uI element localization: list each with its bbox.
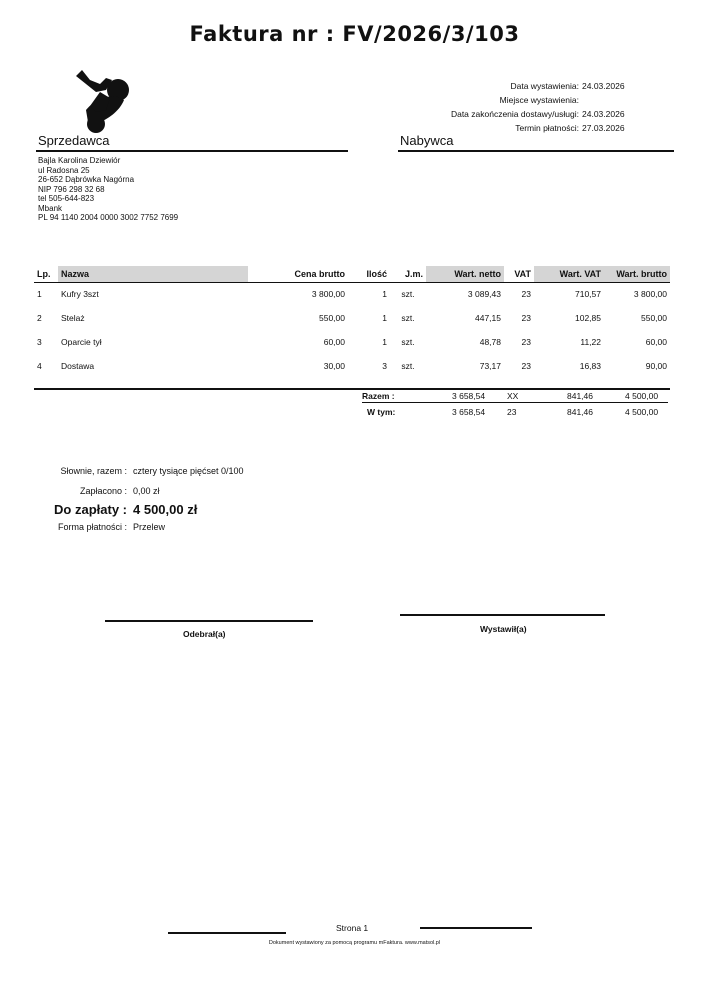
motorcycle-rider-icon xyxy=(66,66,138,136)
invoice-meta xyxy=(380,79,640,135)
issued-signature-line xyxy=(400,614,605,616)
totals-razem-gross: 4 500,00 xyxy=(625,391,659,401)
meta-issue-date xyxy=(380,79,640,93)
cell-qty: 1 xyxy=(382,313,387,323)
cell-gross-price: 3 800,00 xyxy=(311,289,345,300)
seller-street: ul Radosna 25 xyxy=(38,165,90,175)
summary-method-row xyxy=(40,522,440,538)
payment-summary xyxy=(40,466,440,538)
cell-gross-value: 550,00 xyxy=(641,313,667,323)
totals-wtym-net: 3 658,54 xyxy=(452,407,486,417)
seller-name: Bajla Karolina Dziewiór xyxy=(38,156,121,165)
cell-vat: 23 xyxy=(521,361,531,371)
cell-lp: 1 xyxy=(37,289,42,300)
meta-value xyxy=(582,93,640,107)
cell-lp: 3 xyxy=(37,337,42,347)
table-row xyxy=(34,282,670,306)
seller-info xyxy=(38,156,178,223)
summary-paid-row xyxy=(40,486,440,502)
table-header-row xyxy=(34,266,670,282)
col-vat-value: Wart. VAT xyxy=(534,266,604,282)
summary-due-row xyxy=(40,502,440,522)
cell-name: Oparcie tył xyxy=(61,337,102,347)
cell-qty: 1 xyxy=(382,289,387,300)
seller-divider xyxy=(36,150,348,152)
cell-net-value: 447,15 xyxy=(475,313,501,323)
summary-due-value: 4 500,00 zł xyxy=(133,502,198,517)
cell-vat: 23 xyxy=(521,289,531,300)
cell-name: Stelaż xyxy=(61,313,85,323)
cell-net-value: 48,78 xyxy=(479,337,501,347)
summary-words-row xyxy=(40,466,440,486)
cell-vat-value: 16,83 xyxy=(579,361,601,371)
buyer-divider xyxy=(398,150,674,152)
footer-note: Dokument wystawiony za pomocą programu mFaktura. www.matsol.pl xyxy=(268,940,441,946)
meta-label: Data wystawienia: xyxy=(510,81,579,91)
cell-qty: 3 xyxy=(382,361,387,371)
table-row xyxy=(34,330,670,354)
cell-gross-price: 60,00 xyxy=(323,337,345,347)
totals-razem-label: Razem : xyxy=(362,391,395,401)
col-gross-value: Wart. brutto xyxy=(604,266,670,282)
meta-issue-place xyxy=(380,93,640,107)
cell-name: Dostawa xyxy=(61,361,95,371)
issued-signature-label: Wystawił(a) xyxy=(480,624,527,634)
meta-delivery-date xyxy=(380,107,640,121)
meta-label: Termin płatności: xyxy=(515,123,579,133)
col-net-value: Wart. netto xyxy=(426,266,504,282)
totals-razem-net: 3 658,54 xyxy=(452,391,486,401)
seller-heading: Sprzedawca xyxy=(38,133,110,148)
summary-method-value: Przelew xyxy=(133,522,166,532)
totals-wtym-vat: 23 xyxy=(507,407,517,417)
cell-vat-value: 11,22 xyxy=(580,337,601,347)
totals-divider xyxy=(362,402,668,403)
cell-vat-value: 710,57 xyxy=(575,289,601,300)
invoice-title: Faktura nr : FV/2026/3/103 xyxy=(189,22,520,46)
seller-account: PL 94 1140 2004 0000 3002 7752 7699 xyxy=(38,213,179,222)
meta-value: 24.03.2026 xyxy=(582,109,625,119)
buyer-heading: Nabywca xyxy=(400,133,454,148)
cell-vat-value: 102,85 xyxy=(575,313,601,323)
cell-unit: szt. xyxy=(401,361,415,371)
cell-unit: szt. xyxy=(401,313,415,323)
cell-gross-value: 3 800,00 xyxy=(633,289,667,300)
totals-razem-vat: XX xyxy=(507,391,519,401)
footer-line-right xyxy=(420,927,532,929)
table-row xyxy=(34,354,670,378)
cell-net-value: 3 089,43 xyxy=(467,289,501,300)
col-gross-price: Cena brutto xyxy=(248,266,348,282)
cell-lp: 2 xyxy=(37,313,42,323)
cell-qty: 1 xyxy=(382,337,387,347)
seller-nip: NIP 796 298 32 68 xyxy=(38,184,105,194)
summary-method-label: Forma płatności : xyxy=(57,522,127,532)
table-bottom-line xyxy=(34,388,670,390)
summary-words-value: cztery tysiące pięćset 0/100 xyxy=(133,466,244,476)
seller-city: 26-652 Dąbrówka Nagórna xyxy=(38,175,135,184)
cell-gross-value: 60,00 xyxy=(645,337,667,347)
cell-gross-value: 90,00 xyxy=(645,361,667,371)
col-qty: Ilość xyxy=(348,266,390,282)
meta-label: Data zakończenia dostawy/usługi: xyxy=(450,109,579,119)
cell-unit: szt. xyxy=(401,337,415,347)
cell-name: Kufry 3szt xyxy=(61,289,99,300)
summary-words-label: Słownie, razem : xyxy=(60,466,127,476)
table-row xyxy=(34,306,670,330)
summary-paid-value: 0,00 zł xyxy=(133,486,160,496)
col-vat: VAT xyxy=(504,266,534,282)
seller-phone: tel 505-644-823 xyxy=(38,194,95,203)
received-signature-label: Odebrał(a) xyxy=(183,629,226,639)
totals-wtym-label: W tym: xyxy=(367,407,396,417)
col-unit: J.m. xyxy=(390,266,426,282)
footer-line-left xyxy=(168,932,286,934)
summary-paid-label: Zapłacono : xyxy=(79,486,127,496)
page-number: Strona 1 xyxy=(336,923,369,933)
meta-label: Miejsce wystawienia: xyxy=(499,95,579,105)
cell-unit: szt. xyxy=(401,289,415,300)
totals-wtym-row xyxy=(362,407,668,421)
totals-wtym-gross: 4 500,00 xyxy=(625,407,659,417)
col-name: Nazwa xyxy=(58,266,248,282)
cell-gross-price: 30,00 xyxy=(323,361,345,371)
totals-wtym-vat-value: 841,46 xyxy=(567,407,593,417)
meta-value: 24.03.2026 xyxy=(582,81,625,91)
col-lp: Lp. xyxy=(34,266,58,282)
meta-value: 27.03.2026 xyxy=(582,123,625,133)
cell-net-value: 73,17 xyxy=(479,361,501,371)
received-signature-line xyxy=(105,620,313,622)
items-table xyxy=(34,266,670,378)
cell-vat: 23 xyxy=(521,337,531,347)
seller-bank: Mbank xyxy=(38,203,63,213)
cell-vat: 23 xyxy=(521,313,531,323)
cell-lp: 4 xyxy=(37,361,42,371)
summary-due-label: Do zapłaty : xyxy=(54,502,127,517)
totals-razem-vat-value: 841,46 xyxy=(567,391,593,401)
cell-gross-price: 550,00 xyxy=(319,313,345,323)
